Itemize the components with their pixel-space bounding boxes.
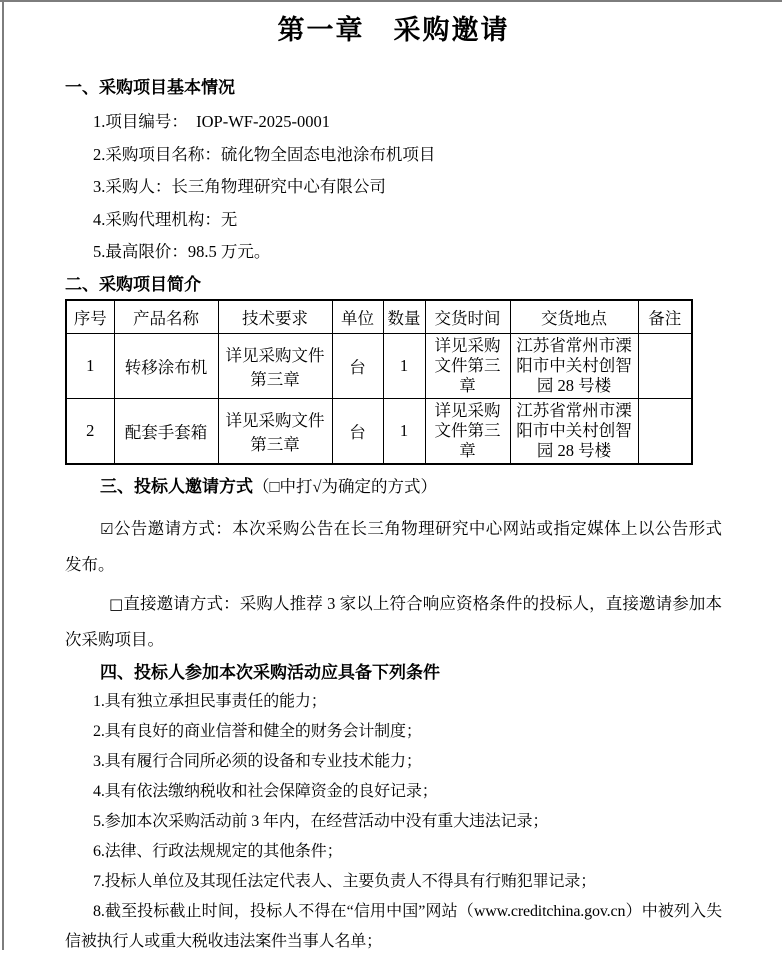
list-item: 4.具有依法缴纳税收和社会保障资金的良好记录； [93,783,438,800]
table-cell: 台 [332,334,383,399]
unchecked-checkbox-icon: □ [109,595,124,613]
column-header: 技术要求 [218,300,332,334]
basic-info-list [65,106,722,269]
table-cell: 2 [66,399,114,465]
product-table [65,299,693,466]
page-title: 第一章 采购邀请 [277,15,510,45]
table-cell: 1 [66,334,114,399]
table-cell: 详见采购文件第三章 [218,399,332,465]
table-cell: 台 [332,399,383,465]
table-row [66,399,692,465]
table-cell: 1 [383,334,425,399]
list-item: 1.具有独立承担民事责任的能力； [93,693,327,710]
list-item: 3.具有履行合同所必须的设备和专业技术能力； [93,753,422,770]
table-cell: 1 [383,399,425,465]
list-item: 8.截至投标截止时间，投标人不得在“信用中国”网站（www.creditchina.gov.cn）中被列入失信被执行人或重大税收违法案件当事人名单； [65,903,722,950]
announcement-method-text: 公告邀请方式：本次采购公告在长三角物理研究中心网站或指定媒体上以公告形式发布。 [65,519,722,574]
direct-method-paragraph [65,586,722,657]
table-cell [638,334,692,399]
list-item: 1.项目编号： IOP-WF-2025-0001 [93,112,330,131]
section-heading-note: （□中打√为确定的方式） [253,477,438,496]
table-header-row [66,300,692,334]
list-item: 4.采购代理机构：无 [93,209,238,229]
section-heading-bidder-conditions: 四、投标人参加本次采购活动应具备下列条件 [100,663,440,682]
table-row [66,334,692,399]
table-cell: 江苏省常州市溧阳市中关村创智园 28 号楼 [510,334,638,399]
column-header: 数量 [383,300,425,334]
column-header: 交货地点 [510,300,638,334]
table-cell: 详见采购文件第三章 [218,334,332,399]
section-heading-invitation-method [65,475,722,499]
list-item: 5.参加本次采购活动前 3 年内，在经营活动中没有重大违法记录； [93,813,549,830]
column-header: 产品名称 [114,300,218,334]
table-cell [638,399,692,465]
table-cell: 江苏省常州市溧阳市中关村创智园 28 号楼 [510,399,638,465]
column-header: 交货时间 [425,300,510,334]
list-item: 6.法律、行政法规规定的其他条件； [93,843,343,860]
column-header: 备注 [638,300,692,334]
list-item: 2.具有良好的商业信誉和健全的财务会计制度； [93,723,422,740]
checked-checkbox-icon: ☑ [100,520,114,538]
table-cell: 详见采购文件第三章 [425,334,510,399]
list-item: 3.采购人：长三角物理研究中心有限公司 [93,177,386,196]
list-item: 5.最高限价：98.5 万元。 [93,242,271,261]
table-cell: 配套手套箱 [114,399,218,465]
page-edge-top [0,0,782,2]
table-cell: 转移涂布机 [114,334,218,399]
table-cell: 详见采购文件第三章 [425,399,510,465]
column-header: 序号 [66,300,114,334]
section-heading-basic-info: 一、采购项目基本情况 [65,78,235,97]
direct-method-text: 直接邀请方式：采购人推荐 3 家以上符合响应资格条件的投标人，直接邀请参加本次采购项目。 [65,594,722,649]
bidder-conditions-list [65,687,722,957]
page-edge-left [2,0,4,950]
list-item: 2.采购项目名称：硫化物全固态电池涂布机项目 [93,144,436,164]
list-item: 7.投标人单位及其现任法定代表人、主要负责人不得具有行贿犯罪记录； [93,873,597,890]
section-heading-text: 三、投标人邀请方式 [100,477,253,496]
column-header: 单位 [332,300,383,334]
announcement-method-paragraph [65,511,722,582]
section-heading-project-intro: 二、采购项目简介 [65,274,201,294]
